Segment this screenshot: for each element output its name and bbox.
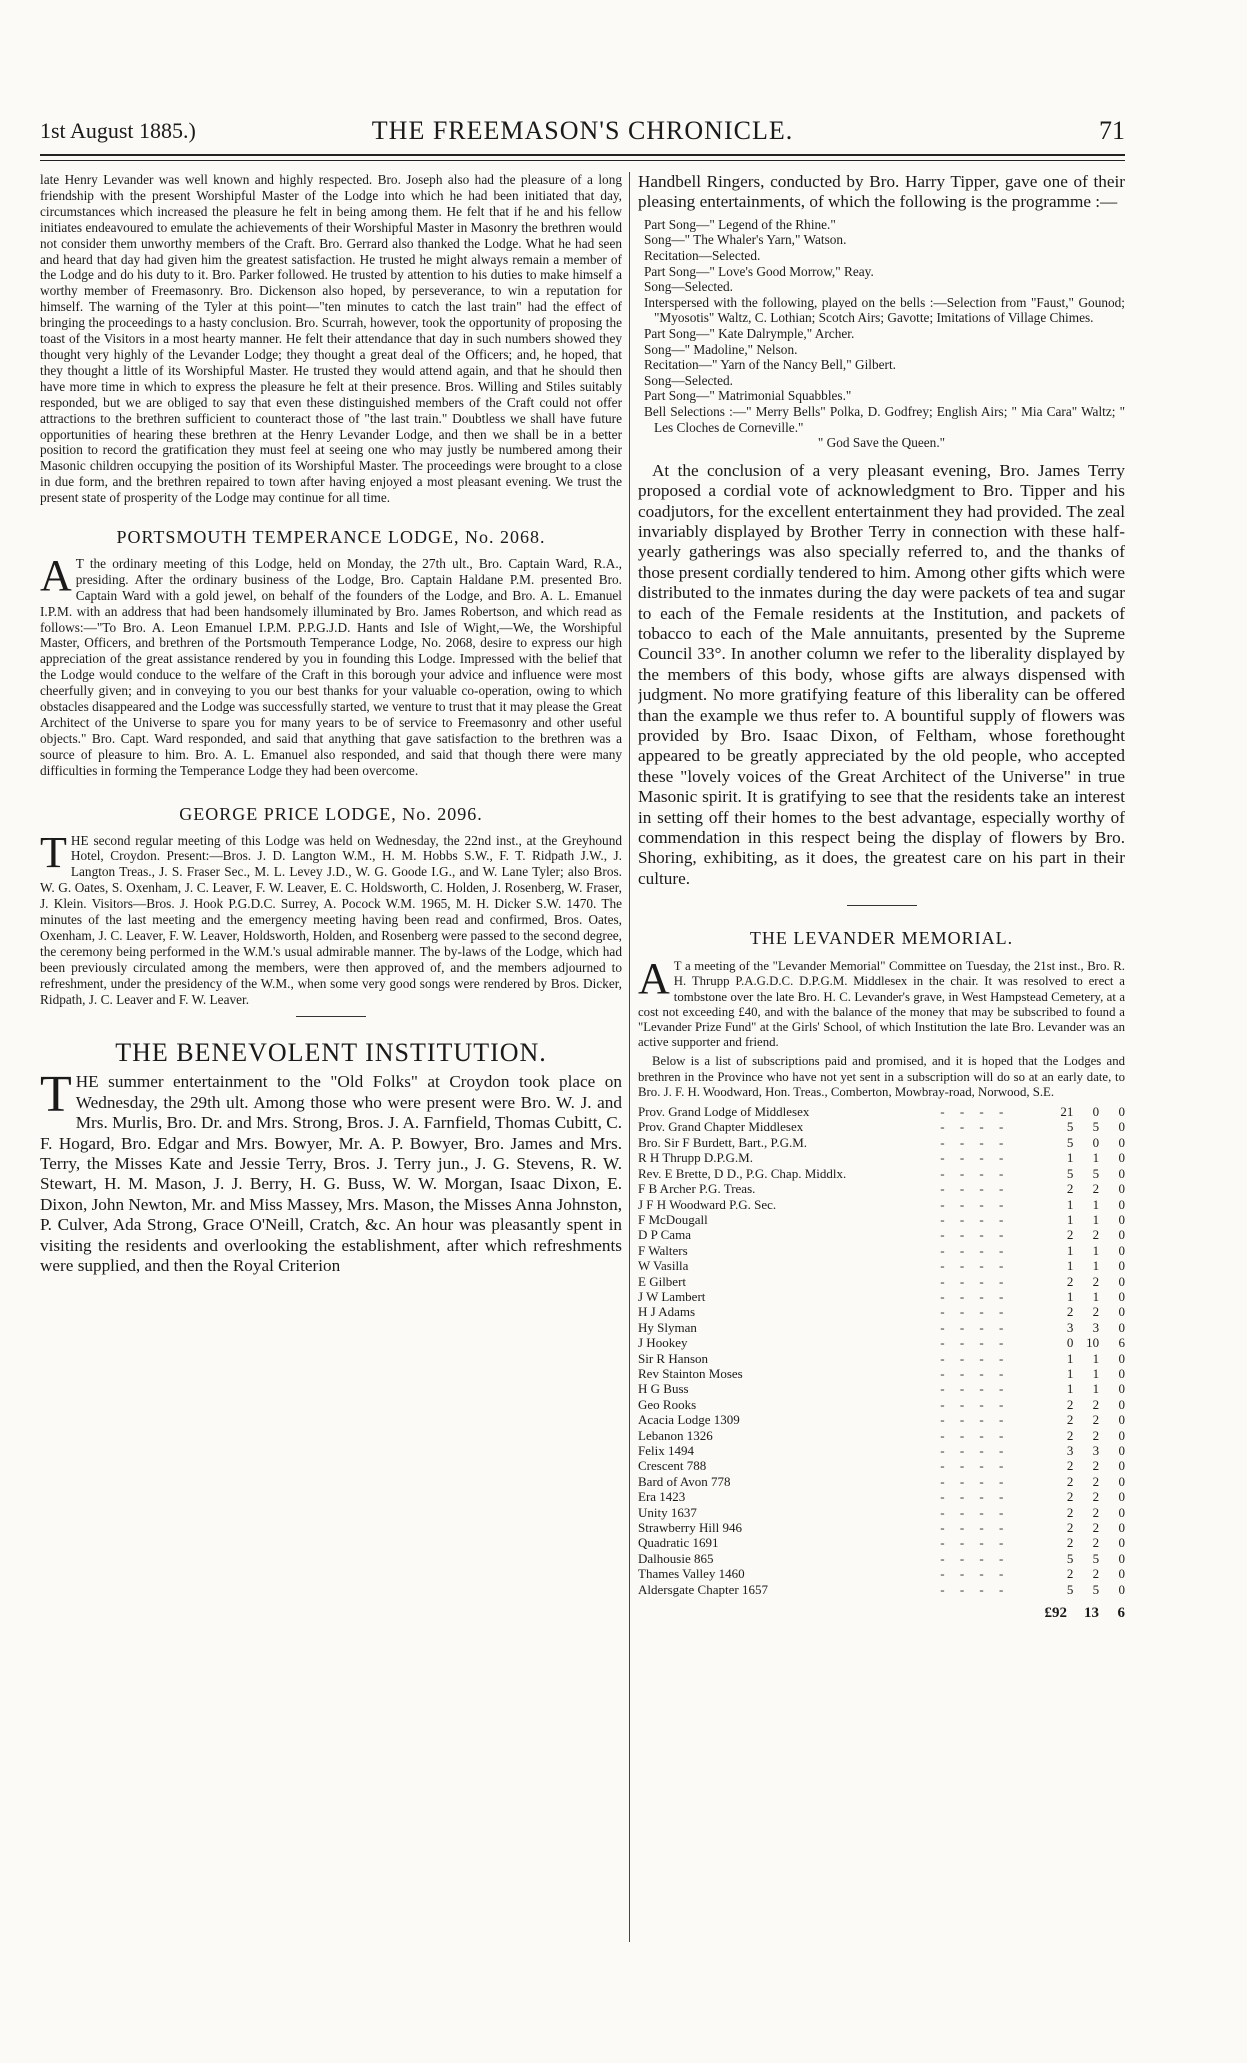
amount-pence: 0 [1118,1566,1125,1582]
subscriber-name: Bard of Avon 778 [638,1473,731,1489]
leader-dots: - - - - [940,1504,1010,1520]
amount-pounds: 2 [1066,1427,1074,1443]
amount-pounds: 2 [1066,1227,1074,1243]
subscription-row [638,1551,1125,1566]
section-rule [296,1016,366,1017]
amount-pence: 0 [1118,1504,1125,1520]
george-price-heading: GEORGE PRICE LODGE, No. 2096. [179,803,483,824]
subscriber-name: F Walters [638,1242,688,1258]
amount-pence: 0 [1118,1550,1125,1566]
leader-dots: - - - - [940,1273,1010,1289]
programme-item: Interspersed with the following, played on the bells :—Selection from "Faust," Gounod; "Myosotis" Waltz, C. Lothian; Scotch Airs; Gavotte; Imitations of Village Chimes. [644,294,1125,326]
amount-pounds: 5 [1066,1134,1074,1150]
subscriber-name: Thames Valley 1460 [638,1566,745,1582]
leader-dots: - - - - [940,1150,1010,1166]
leader-dots: - - - - [940,1581,1010,1597]
leader-dots: - - - - [940,1165,1010,1181]
amount-pounds: 1 [1066,1288,1074,1304]
subscription-row [638,1335,1125,1350]
subscription-row [638,1243,1125,1258]
leader-dots: - - - - [940,1211,1010,1227]
amount-pounds: 2 [1066,1473,1074,1489]
leader-dots: - - - - [940,1119,1010,1135]
benevolent-dropcap: T [40,1066,72,1124]
amount-shillings: 2 [1092,1396,1100,1412]
amount-pounds: 2 [1066,1273,1074,1289]
amount-pounds: 1 [1066,1150,1074,1166]
subscription-row [638,1258,1125,1273]
amount-shillings: 1 [1092,1150,1100,1166]
benevolent-body: HE summer entertainment to the "Old Folks" at Croydon took place on Wednesday, the 29th ult. Among those who were present were Bro. W. J. and Mrs. Murlis, Bro. Dr. and Mrs. Strong, Bros. J. A. Farnfield, Thomas Cubitt, C. F. Hogard, Bro. Edgar and Mrs. Bowyer, Mr. A. P. Bowyer, Bro. James and Mrs. Terry, the Misses Kate and Jessie Terry, Bros. J. Terry jun., J. G. Stevens, R. W. Stewart, H. M. Mason, J. J. Berry, H. G. Buss, W. W. Morgan, Isaac Dixon, E. Dixon, John Newton, Mr. and Miss Massey, Mrs. Mason, the Misses Anna Johnston, P. Culver, Ada Strong, Grace O'Neill, Cratch, &c. An hour was pleasantly spent in visiting the residents and overlooking the establishment, after which refreshments were supplied, and then the Royal Criterion [40,1072,622,1276]
subscription-row [638,1320,1125,1335]
amount-shillings: 2 [1092,1181,1100,1197]
leader-dots: - - - - [940,1242,1010,1258]
amount-pence: 0 [1118,1165,1125,1181]
amount-pounds: 2 [1066,1566,1074,1582]
amount-pence: 0 [1118,1581,1125,1597]
programme-list [638,217,1125,451]
amount-pounds: 2 [1066,1396,1074,1412]
amount-shillings: 10 [1086,1335,1100,1351]
programme-item: Recitation—Selected. [644,248,761,263]
george-price-article [40,827,622,1008]
left-column [40,172,622,1280]
levander-body: T a meeting of the "Levander Memorial" Committee on Tuesday, the 21st inst., Bro. R. H. Thrupp P.A.G.D.C. D.P.G.M. Middlesex in the chair. It was resolved to erect a tombstone over the late Bro. H. C. Levander's grave, in West Hampstead Cemetery, at a cost not exceeding £40, and with the balance of the money that may be subscribed to found a "Levander Prize Fund" at the Girls' School, of which Institution the late Bro. Levander was an active supporter and friend. [638,959,1125,1050]
amount-shillings: 5 [1092,1119,1100,1135]
amount-shillings: 2 [1092,1304,1100,1320]
handbell-intro: Handbell Ringers, conducted by Bro. Harry Tipper, gave one of their pleasing entertainments, of which the following is the programme :— [638,172,1125,212]
subscriber-name: Dalhousie 865 [638,1550,714,1566]
amount-pounds: 5 [1066,1581,1074,1597]
programme-item: Part Song—" Love's Good Morrow," Reay. [644,263,874,279]
amount-pence: 0 [1118,1196,1125,1212]
leader-dots: - - - - [940,1335,1010,1351]
amount-pence: 0 [1118,1427,1125,1443]
amount-shillings: 1 [1092,1288,1100,1304]
subscriber-name: Rev. E Brette, D D., P.G. Chap. Middlx. [638,1165,847,1181]
leader-dots: - - - - [940,1566,1010,1582]
subscription-row [638,1566,1125,1581]
amount-pence: 0 [1118,1258,1125,1274]
amount-shillings: 2 [1092,1412,1100,1428]
levander-memorial-para2: Below is a list of subscriptions paid and promised, and it is hoped that the Lodges and brethren in the Province who have not yet sent in a subscription will do so at an early date, to Bro. J. F. H. Woodward, Hon. Treas., Comberton, Mowbray-road, Norwood, S.E. [638,1054,1125,1099]
conclusion-paragraph: At the conclusion of a very pleasant evening, Bro. James Terry proposed a cordial vote of acknowledgment to Bro. Tipper and his coadjutors, for the excellent entertainment they had provided. The zeal invariably displayed by Brother Terry in connection with these half-yearly gatherings was also specially referred to, and the thanks of those present cordially tendered to him. Among other gifts which were distributed to the inmates during the day were packets of tea and sugar to each of the Female residents at the Institution, and packets of tobacco to each of the Male annuitants, presented by the Supreme Council 33°. In another column we refer to the liberality displayed by the members of this body, whose gifts are always dispensed with judgment. No more gratifying feature of this liberality can be offered than the example we thus refer to. A bountiful supply of flowers was provided by Bro. Isaac Dixon, of Feltham, whose forethought appeared to be greatly appreciated by the old people, who accepted these "lovely voices of the Great Architect of the Universe" in true Masonic spirit. It is gratifying to see that the residents take an interest in setting off their homes to the best advantage, especially worthy of commendation in this respect being the display of flowers by Bro. Shoring, exhibiting, as it does, the greatest care on his part in their culture. [638,460,1125,888]
subscription-row [638,1227,1125,1242]
subscriber-name: D P Cama [638,1227,691,1243]
subscriber-name: F B Archer P.G. Treas. [638,1181,756,1197]
amount-pence: 0 [1118,1443,1125,1459]
amount-pounds: 1 [1066,1381,1074,1397]
amount-shillings: 1 [1092,1258,1100,1274]
amount-shillings: 2 [1092,1227,1100,1243]
subscription-row [638,1443,1125,1458]
subscriber-name: Prov. Grand Chapter Middlesex [638,1119,804,1135]
subscription-row [638,1381,1125,1396]
subscription-row [638,1289,1125,1304]
amount-pence: 0 [1118,1242,1125,1258]
portsmouth-dropcap: A [40,550,72,600]
subscriber-name: J F H Woodward P.G. Sec. [638,1196,777,1212]
amount-pence: 0 [1118,1412,1125,1428]
amount-shillings: 1 [1092,1196,1100,1212]
subscription-row [638,1351,1125,1366]
amount-pence: 0 [1118,1489,1125,1505]
leader-dots: - - - - [940,1304,1010,1320]
total-shillings: 13 [1084,1605,1099,1622]
amount-pounds: 21 [1060,1104,1074,1120]
subscription-row [638,1582,1125,1597]
amount-shillings: 1 [1092,1381,1100,1397]
portsmouth-article [40,550,622,779]
amount-pounds: 2 [1066,1181,1074,1197]
amount-pounds: 1 [1066,1258,1074,1274]
amount-pounds: 2 [1066,1489,1074,1505]
subscriber-name: R H Thrupp D.P.G.M. [638,1150,753,1166]
leader-dots: - - - - [940,1427,1010,1443]
leader-dots: - - - - [940,1104,1010,1120]
subscription-row [638,1366,1125,1381]
amount-shillings: 2 [1092,1427,1100,1443]
subscriber-name: Acacia Lodge 1309 [638,1412,740,1428]
column-divider [629,172,630,1942]
amount-pounds: 3 [1066,1319,1074,1335]
amount-pence: 0 [1118,1535,1125,1551]
programme-item: Song—Selected. [644,279,734,295]
programme-item: Song—" Madoline," Nelson. [644,341,798,357]
amount-pence: 0 [1118,1381,1125,1397]
subscriber-name: Crescent 788 [638,1458,707,1474]
issue-date: 1st August 1885.) [40,118,196,143]
amount-pence: 0 [1118,1181,1125,1197]
subscription-row [638,1489,1125,1504]
amount-shillings: 0 [1092,1104,1100,1120]
amount-shillings: 1 [1092,1350,1100,1366]
subscription-row [638,1428,1125,1443]
benevolent-article [40,1066,622,1276]
subscription-row [638,1166,1125,1181]
subscriber-name: H J Adams [638,1304,696,1320]
subscription-row [638,1135,1125,1150]
george-price-body: HE second regular meeting of this Lodge was held on Wednesday, the 22nd inst., at the Greyhound Hotel, Croydon. Present:—Bros. J. D. Langton W.M., H. M. Hobbs S.W., F. T. Ridpath J.W., J. Langton Treas., J. S. Fraser Sec., M. L. Levey J.D., W. G. Goode I.G., and W. Lane Tyler; also Bros. W. G. Oates, S. Oxenham, J. C. Leaver, F. W. Leaver, E. C. Holdsworth, C. Holden, J. Rosenberg, W. Fraser, J. Klein. Visitors—Bros. J. Hook P.G.D.C. Surrey, A. Pocock W.M. 1965, M. H. Dicker S.W. 1470. The minutes of the last meeting and the emergency meeting having been read and confirmed, Bros. Oates, Oxenham, J. C. Leaver, F. W. Leaver, Holdsworth, Holden, and Rosenberg were passed to the second degree, the ceremony being performed in the W.M.'s usual admirable manner. The by-laws of the Lodge, which had been previously circulated among the members, were then approved of, and the members adjourned to refreshment, under the presidency of the W.M., when some very good songs were rendered by Bros. Dicker, Ridpath, J. C. Leaver and F. W. Leaver. [40,832,622,1007]
subscriber-name: J Hookey [638,1335,688,1351]
subscription-row [638,1474,1125,1489]
header-rule-top [40,154,1125,156]
programme-item: Recitation—" Yarn of the Nancy Bell," Gilbert. [644,357,896,373]
subscriber-name: Geo Rooks [638,1396,697,1412]
amount-pence: 0 [1118,1520,1125,1536]
subscription-row [638,1197,1125,1212]
subscription-row [638,1458,1125,1473]
levander-dropcap: A [638,954,670,1004]
leader-dots: - - - - [940,1443,1010,1459]
leader-dots: - - - - [940,1181,1010,1197]
amount-pounds: 5 [1066,1119,1074,1135]
programme-item: Part Song—" Matrimonial Squabbles." [644,388,852,404]
right-column [638,172,1125,1622]
amount-pounds: 3 [1066,1443,1074,1459]
total-pence: 6 [1117,1605,1125,1622]
leader-dots: - - - - [940,1550,1010,1566]
subscriber-name: Sir R Hanson [638,1350,709,1366]
levander-memorial-para1 [638,954,1125,1050]
amount-pence: 0 [1118,1458,1125,1474]
subscriber-name: Unity 1637 [638,1504,697,1520]
amount-shillings: 3 [1092,1443,1100,1459]
amount-pence: 0 [1118,1211,1125,1227]
amount-shillings: 2 [1092,1458,1100,1474]
page-header [40,118,1125,154]
amount-pence: 0 [1118,1273,1125,1289]
amount-pence: 0 [1118,1365,1125,1381]
amount-pence: 0 [1118,1104,1125,1120]
subscription-row [638,1150,1125,1165]
leader-dots: - - - - [940,1489,1010,1505]
george-price-dropcap: T [40,827,67,877]
amount-pence: 0 [1118,1396,1125,1412]
subscriber-name: Era 1423 [638,1489,686,1505]
subscription-row [638,1104,1125,1119]
subscription-row [638,1212,1125,1227]
programme-item: Bell Selections :—" Merry Bells" Polka, D. Godfrey; English Airs; " Mia Cara" Waltz; " Les Cloches de Corneville." [644,403,1125,435]
amount-pence: 0 [1118,1350,1125,1366]
programme-item: Song—Selected. [644,372,734,388]
subscription-row [638,1412,1125,1427]
programme-item: Part Song—" Kate Dalrymple," Archer. [644,325,855,341]
amount-pounds: 1 [1066,1242,1074,1258]
leader-dots: - - - - [940,1520,1010,1536]
leader-dots: - - - - [940,1196,1010,1212]
leader-dots: - - - - [940,1288,1010,1304]
amount-shillings: 2 [1092,1535,1100,1551]
page-number: 71 [1099,116,1125,145]
amount-pence: 0 [1118,1288,1125,1304]
section-rule [847,905,917,906]
portsmouth-body: T the ordinary meeting of this Lodge, held on Monday, the 27th ult., Bro. Captain Ward, R.A., presiding. After the ordinary business of the Lodge, Bro. Captain Haldane P.M. presented Bro. Captain Ward with a gold jewel, on behalf of the founders of the Lodge, and Bro. A. L. Emanuel I.P.M. with an address that had been handsomely illuminated by Bro. James Robertson, and which read as follows:—"To Bro. A. Leon Emanuel I.P.M. P.P.G.J.D. Hants and Isle of Wight,—We, the Worshipful Master, Officers, and brethren of the Portsmouth Temperance Lodge, No. 2068, desire to express our high appreciation of the great assistance rendered by you in founding this Lodge. Impressed with the belief that the Lodge would conduce to the welfare of the Craft in this borough your advice and influence were most cheerfully given; and in conveying to you our best thanks for your valuable co-operation, owing to which obstacles disappeared and the Lodge was successfully started, we venture to trust that it may please the Great Architect of the Universe to spare you for many years to be of service to Freemasonry and other useful objects." Bro. Capt. Ward responded, and said that anything that gave satisfaction to the brethren was a source of pleasure to him. Bro. A. L. Emanuel also responded, and said that though there were many difficulties in forming the Temperance Lodge they had been overcome. [40,555,622,778]
programme-item: Part Song—" Legend of the Rhine." [644,216,836,232]
masthead-title: THE FREEMASON'S CHRONICLE. [371,116,794,145]
leader-dots: - - - - [940,1412,1010,1428]
amount-pounds: 2 [1066,1458,1074,1474]
amount-pounds: 1 [1066,1196,1074,1212]
leader-dots: - - - - [940,1535,1010,1551]
amount-shillings: 2 [1092,1566,1100,1582]
subscriber-name: Aldersgate Chapter 1657 [638,1581,768,1597]
amount-pounds: 2 [1066,1412,1074,1428]
subscriber-name: Strawberry Hill 946 [638,1520,742,1536]
subscriber-name: Quadratic 1691 [638,1535,719,1551]
subscription-row [638,1274,1125,1289]
amount-shillings: 2 [1092,1504,1100,1520]
amount-pence: 0 [1118,1319,1125,1335]
amount-pounds: 1 [1066,1350,1074,1366]
anthem-line: " God Save the Queen." [817,435,946,451]
amount-pence: 0 [1118,1473,1125,1489]
amount-shillings: 5 [1092,1550,1100,1566]
portsmouth-heading: PORTSMOUTH TEMPERANCE LODGE, No. 2068. [116,527,546,548]
subscription-row [638,1181,1125,1196]
total-pounds: £92 [1044,1605,1067,1622]
leader-dots: - - - - [940,1365,1010,1381]
subscription-row [638,1505,1125,1520]
amount-pounds: 2 [1066,1304,1074,1320]
leader-dots: - - - - [940,1319,1010,1335]
subscription-row [638,1535,1125,1550]
subscriber-name: J W Lambert [638,1288,706,1304]
amount-pounds: 5 [1066,1165,1074,1181]
amount-shillings: 2 [1092,1520,1100,1536]
levander-lodge-continuation: late Henry Levander was well known and highly respected. Bro. Joseph also had the pleasure of a long friendship with the present Worshipful Master of the Lodge into which he had been initiated that day, circumstances which increased the pleasure he felt in being among them. He felt that if he and his fellow initiates endeavoured to emulate the achievements of their Worshipful Master in Masonry the brethren would not consider them unworthy members of the Craft. Bro. Gerrard also thanked the Lodge. What he had seen and heard that day had given him the greatest satisfaction. He trusted he might always remain a member of the Lodge and do his duty to it. Bro. Parker followed. He trusted by attention to his duties to make himself a worthy member of Freemasonry. Bro. Dickenson also hoped, by perseverance, to win a reputation for himself. The warning of the Tyler at this point—"ten minutes to catch the last train" had the effect of bringing the proceedings to a hasty conclusion. Bro. Scurrah, however, took the opportunity of proposing the toast of the Visitors in a most hearty manner. He felt their attendance that day in such numbers showed they thought very highly of the Levander Lodge; they thought a great deal of the Officers; and, he hoped, that they thought a little of its Worshipful Master. He trusted they would attend again, and that he should then have more time in which to express the pleasure he felt at their presence. Bros. Willing and Stiles suitably responded, but we are obliged to say that even these distinguished members of the Craft could not offer attractions to the brethren sufficient to counteract those of "the last train." Doubtless we shall have future opportunities of hearing these brethren at the Henry Levander Lodge, and then we shall be in a better position to record the gratification they must feel at seeing one who may justly be numbered among their Masonic children occupying the position of its Worshipful Master. The proceedings were brought to a close in due form, and the brethren repaired to town after having enjoyed a most pleasant evening. We trust the present state of prosperity of the Lodge may continue for all time. [40,172,622,506]
amount-pounds: 1 [1066,1365,1074,1381]
amount-shillings: 1 [1092,1365,1100,1381]
leader-dots: - - - - [940,1258,1010,1274]
subscriber-name: E Gilbert [638,1273,687,1289]
subscriber-name: H G Buss [638,1381,689,1397]
amount-shillings: 5 [1092,1165,1100,1181]
subscriber-name: F McDougall [638,1211,708,1227]
leader-dots: - - - - [940,1381,1010,1397]
leader-dots: - - - - [940,1134,1010,1150]
subscription-row [638,1520,1125,1535]
subscription-total [638,1605,1125,1622]
amount-pence: 0 [1118,1134,1125,1150]
amount-pounds: 2 [1066,1520,1074,1536]
subscriber-name: Hy Slyman [638,1319,697,1335]
levander-memorial-heading: THE LEVANDER MEMORIAL. [749,928,1014,949]
leader-dots: - - - - [940,1396,1010,1412]
amount-shillings: 2 [1092,1489,1100,1505]
amount-shillings: 1 [1092,1211,1100,1227]
amount-shillings: 5 [1092,1581,1100,1597]
subscriber-name: W Vasilla [638,1258,689,1274]
subscriber-name: Bro. Sir F Burdett, Bart., P.G.M. [638,1134,808,1150]
amount-pounds: 0 [1066,1335,1074,1351]
amount-shillings: 3 [1092,1319,1100,1335]
subscription-row [638,1397,1125,1412]
leader-dots: - - - - [940,1458,1010,1474]
subscription-row [638,1119,1125,1134]
leader-dots: - - - - [940,1227,1010,1243]
header-rule-bottom [40,160,1125,161]
subscriber-name: Lebanon 1326 [638,1427,713,1443]
subscriber-name: Felix 1494 [638,1443,694,1459]
amount-pounds: 5 [1066,1550,1074,1566]
amount-pounds: 2 [1066,1504,1074,1520]
amount-pence: 6 [1118,1335,1125,1351]
subscriber-name: Prov. Grand Lodge of Middlesex [638,1104,810,1120]
benevolent-heading: THE BENEVOLENT INSTITUTION. [115,1037,547,1067]
amount-pence: 0 [1118,1150,1125,1166]
amount-pence: 0 [1118,1119,1125,1135]
amount-shillings: 1 [1092,1242,1100,1258]
subscriber-name: Rev Stainton Moses [638,1365,743,1381]
amount-pounds: 1 [1066,1211,1074,1227]
amount-pence: 0 [1118,1227,1125,1243]
amount-pence: 0 [1118,1304,1125,1320]
amount-shillings: 2 [1092,1473,1100,1489]
amount-shillings: 2 [1092,1273,1100,1289]
leader-dots: - - - - [940,1473,1010,1489]
amount-shillings: 0 [1092,1134,1100,1150]
leader-dots: - - - - [940,1350,1010,1366]
amount-pounds: 2 [1066,1535,1074,1551]
subscription-row [638,1304,1125,1319]
subscription-table [638,1104,1125,1597]
programme-item: Song—" The Whaler's Yarn," Watson. [644,232,847,248]
